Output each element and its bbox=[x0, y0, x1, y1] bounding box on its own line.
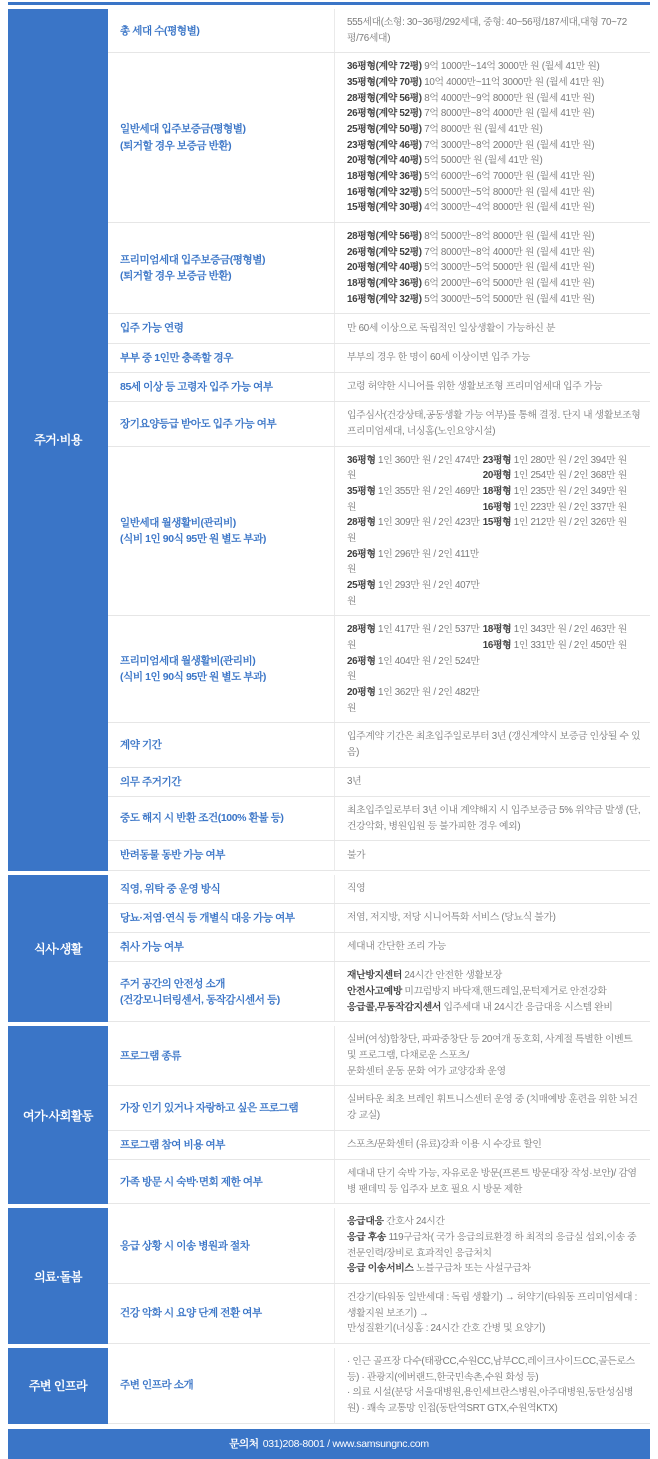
value-text: 문화센터 운동 문화 여가 교양강좌 운영 bbox=[347, 1065, 506, 1077]
value-text: 8억 4000만~9억 8000만 원 (월세 41만 원) bbox=[421, 92, 595, 104]
value-line bbox=[347, 654, 483, 685]
value-bold-text: 15평형 bbox=[482, 517, 512, 529]
row-value bbox=[334, 53, 650, 222]
value-text: 세대내 단기 숙박 가능, 자유로운 방문(프론트 방문대장 작성·보안)/ 감염병 팬데믹 등 입주자 보호 필요 시 방문 제한 bbox=[347, 1167, 637, 1195]
value-text: 1인 343만 원 / 2인 463만 원 bbox=[511, 624, 627, 636]
table-row bbox=[108, 1026, 650, 1086]
value-text: 9억 1000만~14억 3000만 원 (월세 41만 원) bbox=[421, 61, 600, 73]
row-label-line: 일반세대 월생활비(관리비) bbox=[120, 516, 236, 529]
value-text: 7억 8000만 원 (월세 41만 원) bbox=[421, 124, 543, 136]
row-label bbox=[108, 402, 334, 445]
row-label-line: 취사 가능 여부 bbox=[120, 941, 184, 954]
table-row bbox=[108, 402, 650, 446]
value-text: 7억 3000만~8억 2000만 원 (월세 41만 원) bbox=[421, 139, 595, 151]
value-line bbox=[347, 1261, 642, 1277]
row-label bbox=[108, 1160, 334, 1203]
row-label bbox=[108, 962, 334, 1021]
value-text: 최초입주일로부터 3년 이내 계약해지 시 입주보증금 5% 위약금 발생 (단, 건강악화, 병원입원 등 불가피한 경우 예외) bbox=[347, 804, 641, 832]
value-text: 5억 5000만~5억 8000만 원 (월세 41만 원) bbox=[421, 186, 595, 198]
row-label bbox=[108, 904, 334, 932]
category-cell: 여가·사회활동 bbox=[8, 1026, 108, 1204]
row-label-line: 프로그램 종류 bbox=[120, 1049, 181, 1062]
value-line bbox=[347, 169, 642, 185]
value-bold-text: 16평형(계약 32평) bbox=[347, 186, 422, 198]
value-line bbox=[347, 774, 642, 790]
value-line bbox=[347, 803, 642, 834]
row-value bbox=[334, 1348, 650, 1423]
value-bold-text: 응급 이송서비스 bbox=[347, 1263, 414, 1275]
value-line bbox=[347, 685, 483, 716]
table-section bbox=[8, 1348, 650, 1424]
footer-contact-label: 문의처 bbox=[229, 1438, 259, 1451]
row-label-line: (퇴거할 경우 보증금 반환) bbox=[120, 270, 232, 283]
row-label-line: 프리미엄세대 월생활비(관리비) bbox=[120, 655, 256, 668]
value-line bbox=[347, 153, 642, 169]
value-text: 6억 2000만~6억 5000만 원 (월세 41만 원) bbox=[421, 278, 595, 290]
row-value bbox=[334, 1160, 650, 1203]
row-label bbox=[108, 373, 334, 401]
value-line bbox=[347, 881, 642, 897]
value-text: 1인 235만 원 / 2인 349만 원 bbox=[511, 485, 627, 497]
row-label-line: 응급 상황 시 이송 병원과 절차 bbox=[120, 1239, 250, 1252]
value-line bbox=[347, 578, 483, 609]
value-column bbox=[347, 622, 483, 716]
table-row bbox=[108, 723, 650, 767]
value-line bbox=[483, 500, 627, 516]
row-label-line: (퇴거할 경우 보증금 반환) bbox=[120, 139, 232, 152]
value-line bbox=[347, 1290, 642, 1321]
row-label-line: 85세 이상 등 고령자 입주 가능 여부 bbox=[120, 380, 273, 393]
value-line bbox=[347, 1214, 642, 1230]
value-text: 입주세대 내 24시간 응급대응 시스템 완비 bbox=[441, 1001, 613, 1013]
value-columns bbox=[347, 453, 642, 610]
row-label-line: 가족 방문 시 숙박·면회 제한 여부 bbox=[120, 1175, 263, 1188]
value-line bbox=[347, 484, 483, 515]
row-value bbox=[334, 402, 650, 445]
table-row bbox=[108, 1131, 650, 1160]
row-value bbox=[334, 1284, 650, 1343]
value-text: 1인 254만 원 / 2인 368만 원 bbox=[511, 470, 627, 482]
value-text: 1인 404만 원 / 2인 524만 원 bbox=[347, 655, 480, 683]
value-text: 24시간 안전한 생활보장 bbox=[401, 970, 503, 982]
table-row bbox=[108, 1284, 650, 1344]
value-line bbox=[347, 59, 642, 75]
value-text: 1인 360만 원 / 2인 474만 원 bbox=[347, 454, 480, 482]
value-bold-text: 재난방지센터 bbox=[347, 970, 402, 982]
category-cell: 주변 인프라 bbox=[8, 1348, 108, 1424]
value-line bbox=[347, 379, 642, 395]
row-value bbox=[334, 447, 650, 616]
value-text: 7억 8000만~8억 4000만 원 (월세 41만 원) bbox=[421, 246, 595, 258]
table-row bbox=[108, 933, 650, 962]
value-bold-text: 16평형 bbox=[482, 501, 512, 513]
value-bold-text: 28평형 bbox=[347, 624, 376, 636]
value-columns bbox=[347, 622, 642, 716]
table-row bbox=[108, 53, 650, 223]
value-text: 노블구급차 또는 사설구급차 bbox=[413, 1263, 531, 1275]
value-bold-text: 20평형 bbox=[347, 686, 376, 698]
value-bold-text: 23평형(계약 46평) bbox=[347, 139, 422, 151]
value-line bbox=[347, 1321, 642, 1337]
row-label-line: 반려동물 동반 가능 여부 bbox=[120, 849, 225, 862]
row-value bbox=[334, 875, 650, 903]
value-text: 직영 bbox=[347, 882, 366, 894]
footer-bar bbox=[8, 1429, 650, 1459]
value-text: 555세대(소형: 30~36평/292세대, 중형: 40~56평/187세대,대형 70~72평/76세대) bbox=[347, 17, 627, 44]
value-bold-text: 18평형(계약 36평) bbox=[347, 278, 422, 290]
value-bold-text: 26평형(계약 52평) bbox=[347, 246, 422, 258]
section-rows bbox=[108, 1348, 650, 1424]
value-line bbox=[347, 848, 642, 864]
row-label-line: 의무 주거기간 bbox=[120, 775, 181, 788]
value-text: 1인 417만 원 / 2인 537만 원 bbox=[347, 624, 480, 651]
value-bold-text: 18평형 bbox=[482, 485, 512, 497]
row-label-line: 건강 악화 시 요양 단계 전환 여부 bbox=[120, 1307, 262, 1320]
row-label bbox=[108, 797, 334, 840]
value-line bbox=[483, 622, 627, 638]
table-row bbox=[108, 962, 650, 1022]
value-bold-text: 16평형(계약 32평) bbox=[347, 293, 422, 305]
value-text: 5억 3000만~5억 5000만 원 (월세 41만 원) bbox=[421, 293, 595, 305]
row-value bbox=[334, 723, 650, 766]
value-line bbox=[347, 1230, 642, 1261]
row-value bbox=[334, 904, 650, 932]
value-bold-text: 28평형(계약 56평) bbox=[347, 92, 422, 104]
value-line bbox=[347, 453, 483, 484]
value-line bbox=[347, 1092, 642, 1123]
value-text: 입주계약 기간은 최초입주일로부터 3년 (갱신계약시 보증금 인상될 수 있음) bbox=[347, 731, 641, 758]
value-line bbox=[347, 245, 642, 261]
row-value bbox=[334, 841, 650, 869]
value-text: 저염, 저지방, 저당 시니어특화 서비스 (당뇨식 불가) bbox=[347, 912, 556, 924]
value-bold-text: 26평형 bbox=[347, 548, 376, 560]
value-line bbox=[347, 1354, 642, 1385]
value-text: 8억 5000만~8억 8000만 원 (월세 41만 원) bbox=[421, 231, 595, 243]
value-line bbox=[483, 468, 627, 484]
value-line bbox=[347, 1166, 642, 1197]
row-label bbox=[108, 1131, 334, 1159]
table-row bbox=[108, 447, 650, 617]
value-bold-text: 15평형(계약 30평) bbox=[347, 202, 422, 214]
category-cell: 식사·생활 bbox=[8, 875, 108, 1023]
value-text: 만성질환기(너싱홈 : 24시간 간호 간병 및 요양기) bbox=[347, 1323, 546, 1335]
value-text: 세대내 간단한 조리 가능 bbox=[347, 941, 446, 953]
value-bold-text: 25평형(계약 50평) bbox=[347, 124, 422, 136]
section-rows bbox=[108, 1026, 650, 1204]
value-text: · 의료 시설(분당 서울대병원,용인세브란스병원,아주대병원,동탄성심병원) · 쾌속 교통망 인접(동탄역SRT GTX,수원역KTX) bbox=[347, 1387, 634, 1415]
table-row bbox=[108, 1086, 650, 1130]
value-text: 실버타운 최초 브레인 휘트니스센터 운영 중 (치매예방 훈련을 위한 뇌건강 교실) bbox=[347, 1094, 638, 1122]
value-text: · 인근 골프장 다수(태광CC,수원CC,남부CC,레이크사이드CC,골든로스 등) · 관광지(에버랜드,한국민속촌,수원 화성 등) bbox=[347, 1356, 635, 1383]
value-line bbox=[347, 292, 642, 308]
row-label-line: (식비 1인 90식 95만 원 별도 부과) bbox=[120, 532, 266, 545]
row-value bbox=[334, 373, 650, 401]
value-line bbox=[347, 968, 642, 984]
value-bold-text: 16평형 bbox=[482, 639, 512, 651]
row-label bbox=[108, 1026, 334, 1085]
table-row bbox=[108, 9, 650, 53]
value-text: 1인 293만 원 / 2인 407만 원 bbox=[347, 579, 480, 607]
value-text: 1인 355만 원 / 2인 469만 원 bbox=[347, 485, 480, 513]
value-bold-text: 25평형 bbox=[347, 579, 376, 591]
value-text: 간호사 24시간 bbox=[383, 1216, 445, 1228]
row-value bbox=[334, 223, 650, 313]
value-line bbox=[347, 910, 642, 926]
table-row bbox=[108, 223, 650, 314]
value-line bbox=[347, 91, 642, 107]
table-row bbox=[108, 616, 650, 723]
value-line bbox=[347, 984, 642, 1000]
value-line bbox=[347, 1137, 642, 1153]
value-bold-text: 28평형 bbox=[347, 517, 376, 529]
table-row bbox=[108, 1160, 650, 1204]
row-value bbox=[334, 344, 650, 372]
row-value bbox=[334, 768, 650, 796]
row-label bbox=[108, 344, 334, 372]
table-row bbox=[108, 314, 650, 343]
row-label bbox=[108, 723, 334, 766]
row-label bbox=[108, 768, 334, 796]
row-label bbox=[108, 1208, 334, 1283]
value-bold-text: 36평형(계약 72평) bbox=[347, 61, 422, 73]
row-value bbox=[334, 616, 650, 722]
value-text: 불가 bbox=[347, 849, 366, 861]
row-value bbox=[334, 797, 650, 840]
value-bold-text: 응급대응 bbox=[347, 1216, 384, 1228]
row-label-line: 계약 기간 bbox=[120, 738, 162, 751]
row-label bbox=[108, 1284, 334, 1343]
row-value bbox=[334, 1208, 650, 1283]
value-bold-text: 20평형(계약 40평) bbox=[347, 155, 422, 167]
value-bold-text: 20평형(계약 40평) bbox=[347, 262, 422, 274]
category-cell: 의료·돌봄 bbox=[8, 1208, 108, 1344]
table-section bbox=[8, 1026, 650, 1204]
value-column bbox=[483, 622, 627, 716]
table-row bbox=[108, 904, 650, 933]
value-line bbox=[347, 229, 642, 245]
value-line bbox=[347, 1385, 642, 1416]
value-text: 1인 280만 원 / 2인 394만 원 bbox=[511, 454, 627, 466]
value-bold-text: 36평형 bbox=[347, 454, 376, 466]
row-label bbox=[108, 841, 334, 869]
value-text: 5억 3000만~5억 5000만 원 (월세 41만 원) bbox=[421, 262, 595, 274]
row-label-line: 중도 해지 시 반환 조건(100% 환불 등) bbox=[120, 812, 284, 825]
table-row bbox=[108, 1348, 650, 1424]
value-line bbox=[347, 75, 642, 91]
row-value bbox=[334, 1086, 650, 1129]
value-bold-text: 28평형(계약 56평) bbox=[347, 231, 422, 243]
row-label bbox=[108, 875, 334, 903]
value-text: 입주심사(건강상태,공동생활 가능 여부)를 통해 결정. 단지 내 생활보조형 프리미엄세대, 너싱홈(노인요양시설) bbox=[347, 410, 641, 437]
value-text: 1인 309만 원 / 2인 423만 원 bbox=[347, 517, 480, 544]
row-label bbox=[108, 933, 334, 961]
value-line bbox=[347, 939, 642, 955]
table-row bbox=[108, 841, 650, 870]
value-bold-text: 안전사고예방 bbox=[347, 986, 402, 997]
value-bold-text: 18평형 bbox=[482, 624, 512, 636]
value-line bbox=[347, 276, 642, 292]
value-text: 1인 212만 원 / 2인 326만 원 bbox=[511, 517, 627, 529]
row-label-line: 입주 가능 연령 bbox=[120, 322, 184, 335]
row-label-line: 부부 중 1인만 충족할 경우 bbox=[120, 351, 233, 364]
value-line bbox=[347, 321, 642, 337]
row-label-line: 장기요양등급 받아도 입주 가능 여부 bbox=[120, 417, 277, 430]
row-value bbox=[334, 962, 650, 1021]
table-section bbox=[8, 875, 650, 1023]
value-line bbox=[347, 122, 642, 138]
value-bold-text: 35평형(계약 70평) bbox=[347, 77, 422, 89]
value-column bbox=[347, 453, 483, 610]
value-line bbox=[347, 1064, 642, 1080]
row-label-line: 주거 공간의 안전성 소개 bbox=[120, 977, 225, 990]
value-line bbox=[483, 515, 627, 531]
row-label-line: 프로그램 참여 비용 여부 bbox=[120, 1138, 225, 1151]
value-line bbox=[347, 106, 642, 122]
table-row bbox=[108, 1208, 650, 1284]
row-value bbox=[334, 314, 650, 342]
value-text: 스포츠/문화센터 (유료)강좌 이용 시 수강료 할인 bbox=[347, 1139, 542, 1150]
section-rows bbox=[108, 875, 650, 1023]
top-accent-line bbox=[8, 2, 650, 5]
row-label-line: (건강모니터링센서, 동작감시센서 등) bbox=[120, 993, 280, 1006]
value-line bbox=[347, 1000, 642, 1016]
value-line bbox=[347, 408, 642, 439]
row-label bbox=[108, 53, 334, 222]
row-label-line: 가장 인기 있거나 자랑하고 싶은 프로그램 bbox=[120, 1101, 299, 1114]
value-line bbox=[347, 350, 642, 366]
row-label-line: 프리미엄세대 입주보증금(평형별) bbox=[120, 253, 266, 266]
row-label-line: 총 세대 수(평형별) bbox=[120, 24, 200, 37]
value-line bbox=[347, 729, 642, 760]
value-text: 부부의 경우 한 명이 60세 이상이면 입주 가능 bbox=[347, 351, 531, 363]
value-bold-text: 응급콜,무동작감지센서 bbox=[347, 1001, 442, 1013]
row-label bbox=[108, 1348, 334, 1423]
value-line bbox=[347, 185, 642, 201]
value-text: 10억 4000만~11억 3000만 원 (월세 41만 원) bbox=[421, 77, 604, 89]
value-line bbox=[483, 453, 627, 469]
value-text: 5억 6000만~6억 7000만 원 (월세 41만 원) bbox=[421, 171, 595, 183]
row-value bbox=[334, 1131, 650, 1159]
row-value bbox=[334, 9, 650, 52]
row-value bbox=[334, 1026, 650, 1085]
value-text: 만 60세 이상으로 독립적인 일상생활이 가능하신 분 bbox=[347, 322, 556, 334]
value-text: 1인 362만 원 / 2인 482만 원 bbox=[347, 686, 480, 714]
row-label bbox=[108, 9, 334, 52]
section-rows bbox=[108, 1208, 650, 1344]
value-bold-text: 23평형 bbox=[482, 454, 512, 466]
value-text: 1인 331만 원 / 2인 450만 원 bbox=[511, 639, 627, 651]
row-label bbox=[108, 314, 334, 342]
row-label-line: (식비 1인 90식 95만 원 별도 부과) bbox=[120, 671, 266, 684]
comparison-table bbox=[8, 9, 650, 1424]
value-bold-text: 35평형 bbox=[347, 485, 376, 497]
table-row bbox=[108, 768, 650, 797]
value-line bbox=[347, 260, 642, 276]
section-rows bbox=[108, 9, 650, 871]
row-label-line: 일반세대 입주보증금(평형별) bbox=[120, 123, 246, 136]
table-row bbox=[108, 797, 650, 841]
value-line bbox=[483, 638, 627, 654]
value-text: 5억 5000만 원 (월세 41만 원) bbox=[421, 155, 543, 167]
value-line bbox=[347, 15, 642, 46]
table-row bbox=[108, 373, 650, 402]
value-text: 미끄럼방지 바닥재,핸드레일,문턱제거로 안전강화 bbox=[401, 986, 607, 997]
value-text: 3년 bbox=[347, 775, 362, 787]
value-bold-text: 26평형(계약 52평) bbox=[347, 108, 422, 120]
value-line bbox=[347, 200, 642, 216]
value-text: 4억 3000만~4억 8000만 원 (월세 41만 원) bbox=[421, 202, 595, 214]
value-line bbox=[347, 547, 483, 578]
footer-contact-text: 031)208-8001 / www.samsungnc.com bbox=[262, 1437, 429, 1450]
value-text: 1인 223만 원 / 2인 337만 원 bbox=[511, 501, 627, 513]
value-text: 실버(여성)합창단, 파파중창단 등 20여개 동호회, 사계절 특별한 이벤트 및 프로그램, 다채로운 스포츠/ bbox=[347, 1034, 633, 1062]
table-section bbox=[8, 1208, 650, 1344]
value-text: 고령 허약한 시니어를 위한 생활보조형 프리미엄세대 입주 가능 bbox=[347, 381, 603, 393]
value-line bbox=[347, 1032, 642, 1063]
value-line bbox=[347, 138, 642, 154]
value-text: 119구급차( 국가 응급의료환경 하 최적의 응급실 섭외,이송 중 전문인력/장비로 효과적인 응급처치 bbox=[347, 1231, 637, 1259]
value-column bbox=[483, 453, 627, 610]
table-section bbox=[8, 9, 650, 871]
category-cell: 주거·비용 bbox=[8, 9, 108, 871]
value-line bbox=[347, 515, 483, 546]
value-line bbox=[347, 622, 483, 653]
value-line bbox=[483, 484, 627, 500]
row-label bbox=[108, 1086, 334, 1129]
value-bold-text: 26평형 bbox=[347, 655, 376, 667]
row-label-line: 주변 인프라 소개 bbox=[120, 1379, 194, 1392]
row-label-line: 당뇨·저염·연식 등 개별식 대응 가능 여부 bbox=[120, 911, 295, 924]
table-row bbox=[108, 875, 650, 904]
row-label-line: 직영, 위탁 중 운영 방식 bbox=[120, 882, 221, 895]
value-bold-text: 18평형(계약 36평) bbox=[347, 171, 422, 183]
value-bold-text: 응급 후송 bbox=[347, 1231, 387, 1243]
row-label bbox=[108, 616, 334, 722]
value-text: 7억 8000만~8억 4000만 원 (월세 41만 원) bbox=[421, 108, 595, 120]
row-value bbox=[334, 933, 650, 961]
table-row bbox=[108, 344, 650, 373]
value-text: 1인 296만 원 / 2인 411만 원 bbox=[347, 548, 479, 576]
row-label bbox=[108, 223, 334, 313]
value-text: 건강기(타워동 일반세대 : 독립 생활기) → 허약기(타워동 프리미엄세대 : 생활지원 보조기) → bbox=[347, 1292, 638, 1319]
value-bold-text: 20평형 bbox=[482, 470, 512, 482]
row-label bbox=[108, 447, 334, 616]
